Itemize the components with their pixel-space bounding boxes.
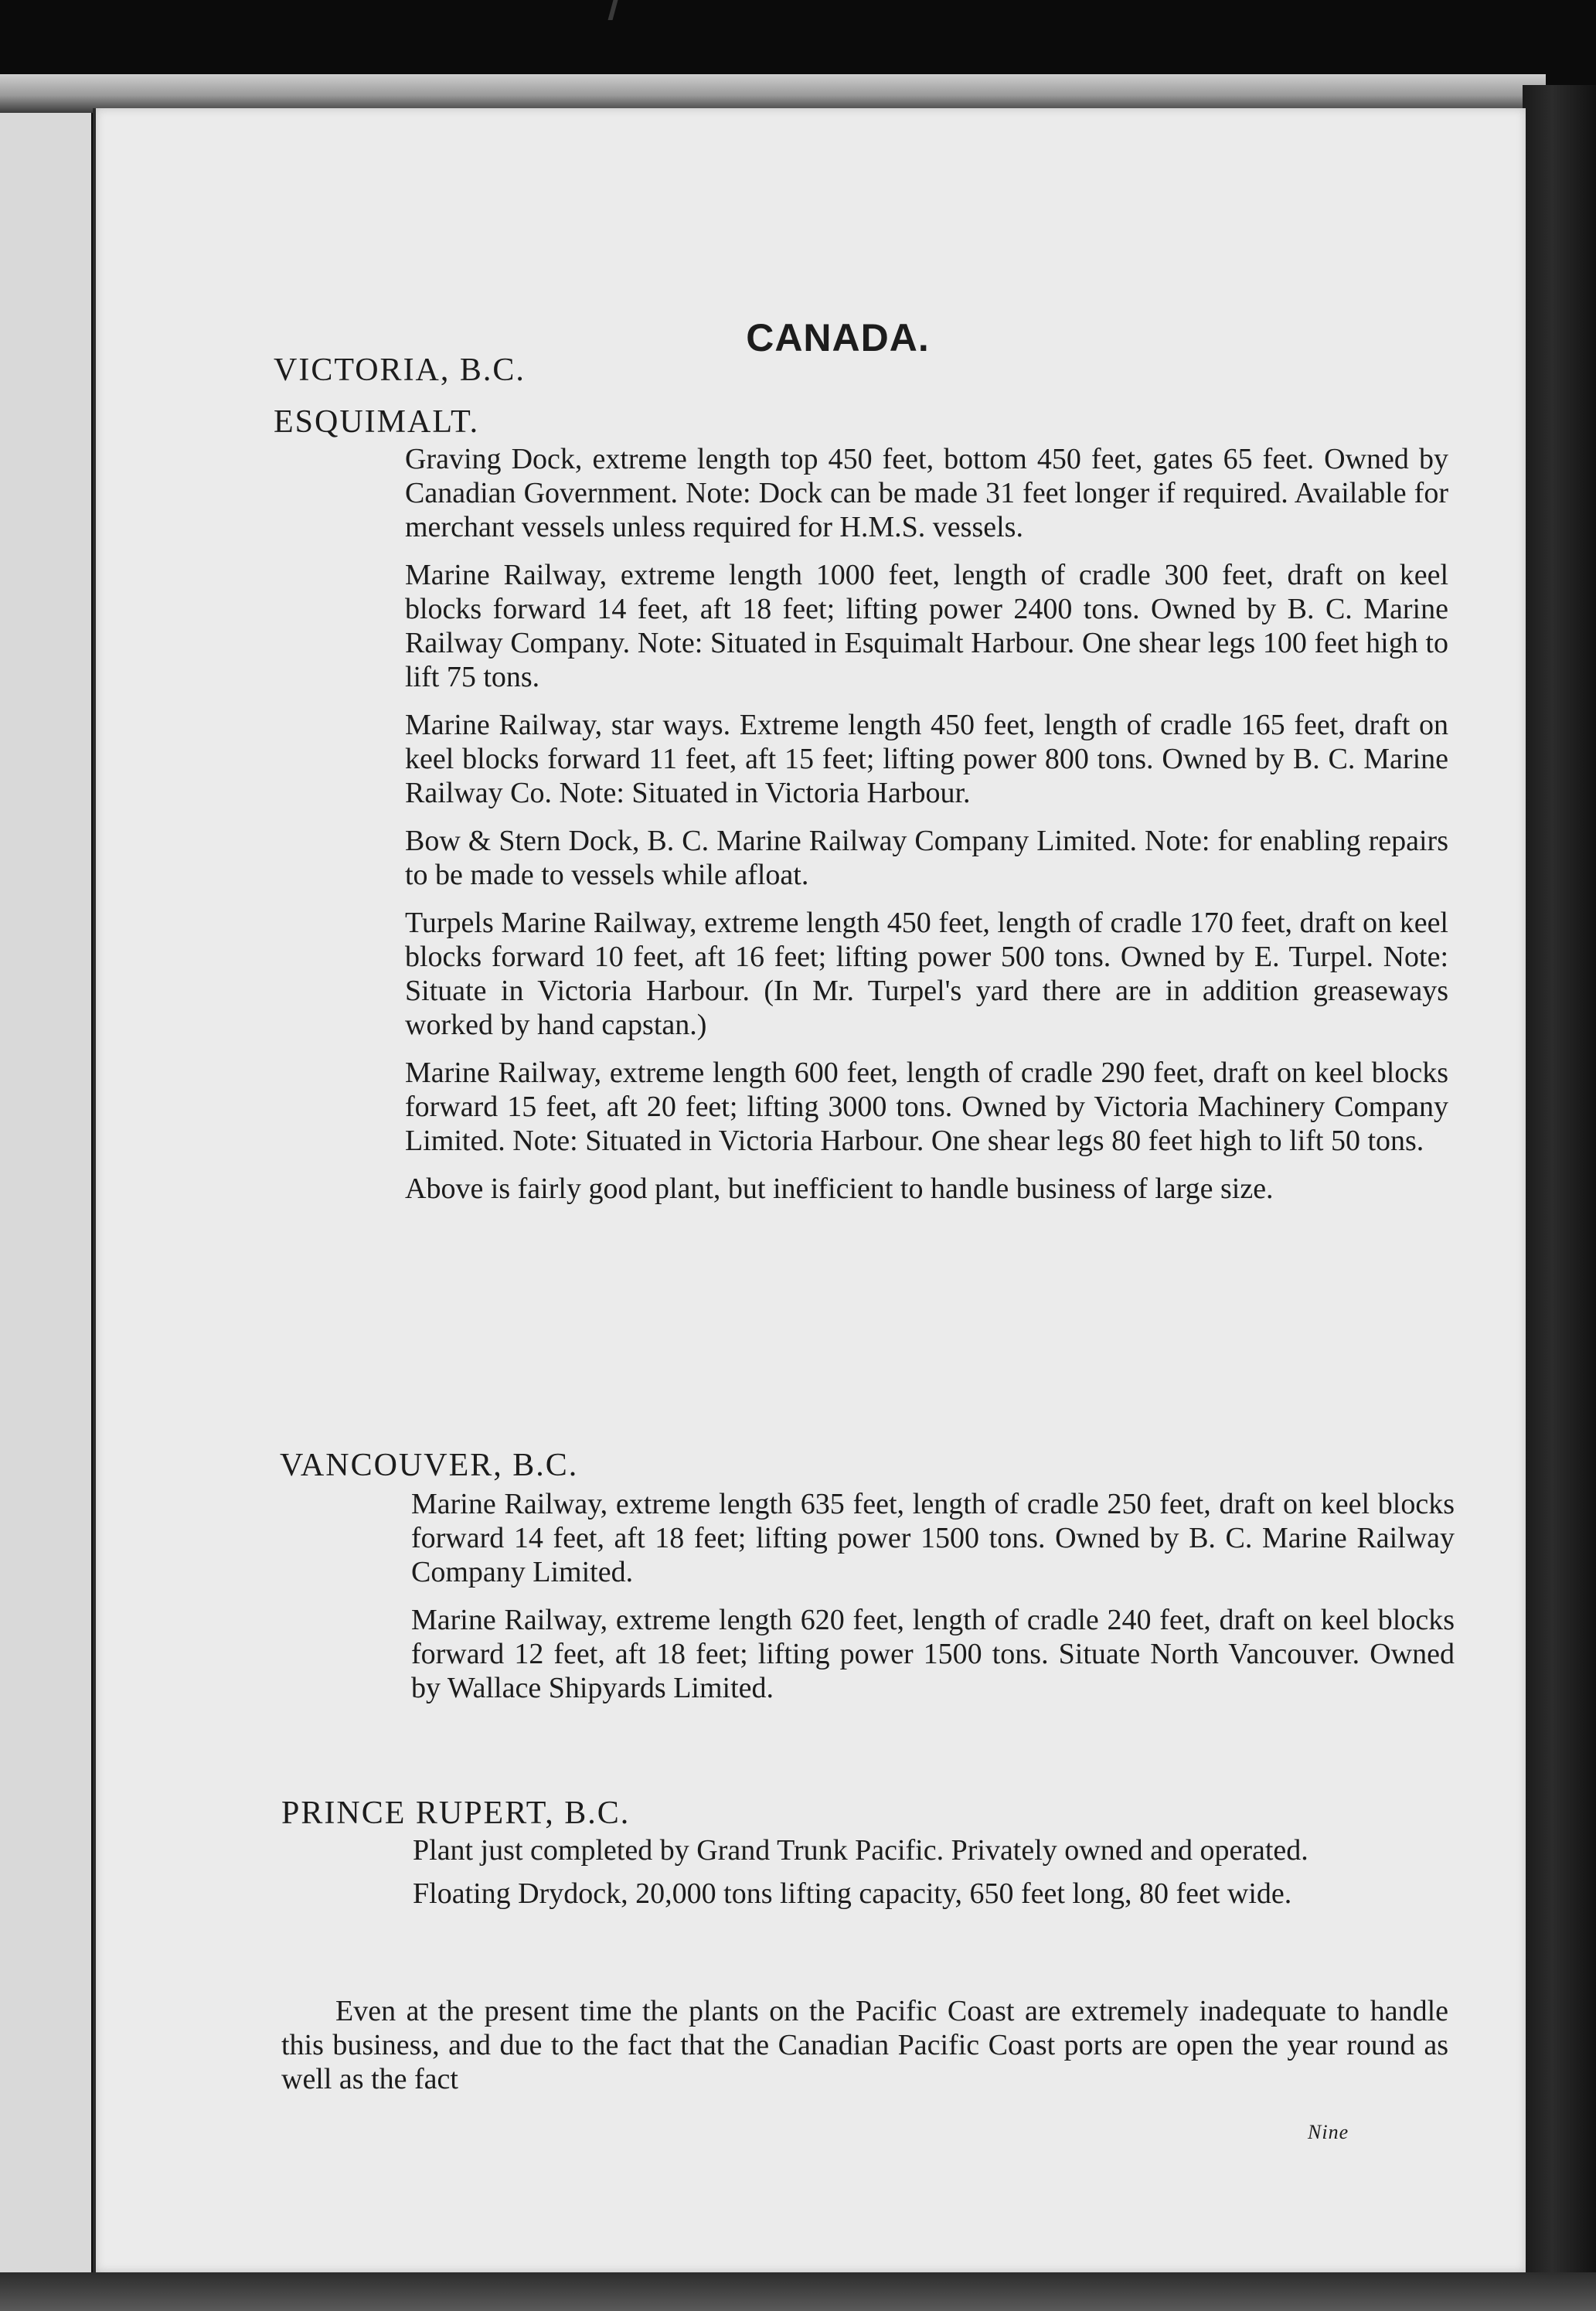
- page-number: Nine: [1308, 2121, 1349, 2143]
- location-heading-esquimalt: ESQUIMALT.: [274, 404, 480, 440]
- entry-marine-railway-star-ways: Marine Railway, star ways. Extreme length 450 feet, length of cradle 165 feet, draft on keel blocks forward 11 feet, aft 15 feet; lifting power 800 tons. Owned by B. C. Marine Railway Co. Note: Situated in Victoria Harbour.: [405, 709, 1448, 809]
- closing-paragraph: [281, 1994, 1448, 2096]
- page-bottom-edge: [0, 2272, 1596, 2311]
- entry-graving-dock: Graving Dock, extreme length top 450 feet, bottom 450 feet, gates 65 feet. Owned by Canadian Government. Note: Dock can be made 31 feet longer if required. Available for merchant vessels unless required for H.M.S. vessels.: [405, 443, 1448, 543]
- facing-page-edge: [0, 85, 91, 2272]
- entry-turpels-railway: Turpels Marine Railway, extreme length 450 feet, length of cradle 170 feet, draft on keel blocks forward 10 feet, aft 16 feet; lifting power 500 tons. Owned by E. Turpel. Note: Situate in Victoria Harbour. (In Mr. Turpel's yard there are in addition greaseways worked by hand capstan.): [405, 907, 1448, 1041]
- page-right-edge: [1523, 85, 1596, 2311]
- vancouver-entries: [411, 1487, 1455, 1705]
- entry-floating-drydock: Floating Drydock, 20,000 tons lifting capacity, 650 feet long, 80 feet wide.: [413, 1877, 1292, 1910]
- entry-marine-railway-600: Marine Railway, extreme length 600 feet, length of cradle 290 feet, draft on keel blocks forward 15 feet, aft 20 feet; lifting 3000 tons. Owned by Victoria Machinery Company Limited. Note: Situated in Victoria Harbour. One shear legs 80 feet high to lift 50 tons.: [405, 1057, 1448, 1157]
- entry-marine-railway-635: Marine Railway, extreme length 635 feet, length of cradle 250 feet, draft on keel blocks forward 14 feet, aft 18 feet; lifting power 1500 tons. Owned by B. C. Marine Railway Company Limited.: [411, 1488, 1455, 1588]
- prince-rupert-entries: [413, 1833, 1456, 1911]
- location-heading-vancouver: VANCOUVER, B.C.: [280, 1448, 579, 1483]
- entry-grand-trunk-plant: Plant just completed by Grand Trunk Pacific. Privately owned and operated.: [413, 1834, 1308, 1867]
- scan-mark: [608, 0, 618, 20]
- closing-text: Even at the present time the plants on the Pacific Coast are extremely inadequate to handle this business, and due to the fact that the Canadian Pacific Coast ports are open the year round as well as the fact: [281, 1995, 1448, 2095]
- page-heading: CANADA.: [746, 316, 930, 359]
- page-top-binding: [0, 74, 1546, 113]
- location-heading-prince-rupert: PRINCE RUPERT, B.C.: [281, 1795, 631, 1831]
- esquimalt-entries: [405, 442, 1448, 1206]
- entry-summary-note: Above is fairly good plant, but inefficient to handle business of large size.: [405, 1173, 1274, 1205]
- entry-marine-railway-620: Marine Railway, extreme length 620 feet, length of cradle 240 feet, draft on keel blocks forward 12 feet, aft 18 feet; lifting power 1500 tons. Situate North Vancouver. Owned by Wallace Shipyards Limited.: [411, 1604, 1455, 1704]
- entry-bow-stern-dock: Bow & Stern Dock, B. C. Marine Railway Company Limited. Note: for enabling repairs to be made to vessels while afloat.: [405, 825, 1448, 891]
- location-heading-victoria: VICTORIA, B.C.: [274, 352, 526, 388]
- document-page: [93, 108, 1526, 2272]
- entry-marine-railway-1000: Marine Railway, extreme length 1000 feet, length of cradle 300 feet, draft on keel blocks forward 14 feet, aft 18 feet; lifting power 2400 tons. Owned by B. C. Marine Railway Company. Note: Situated in Esquimalt Harbour. One shear legs 100 feet high to lift 75 tons.: [405, 559, 1448, 693]
